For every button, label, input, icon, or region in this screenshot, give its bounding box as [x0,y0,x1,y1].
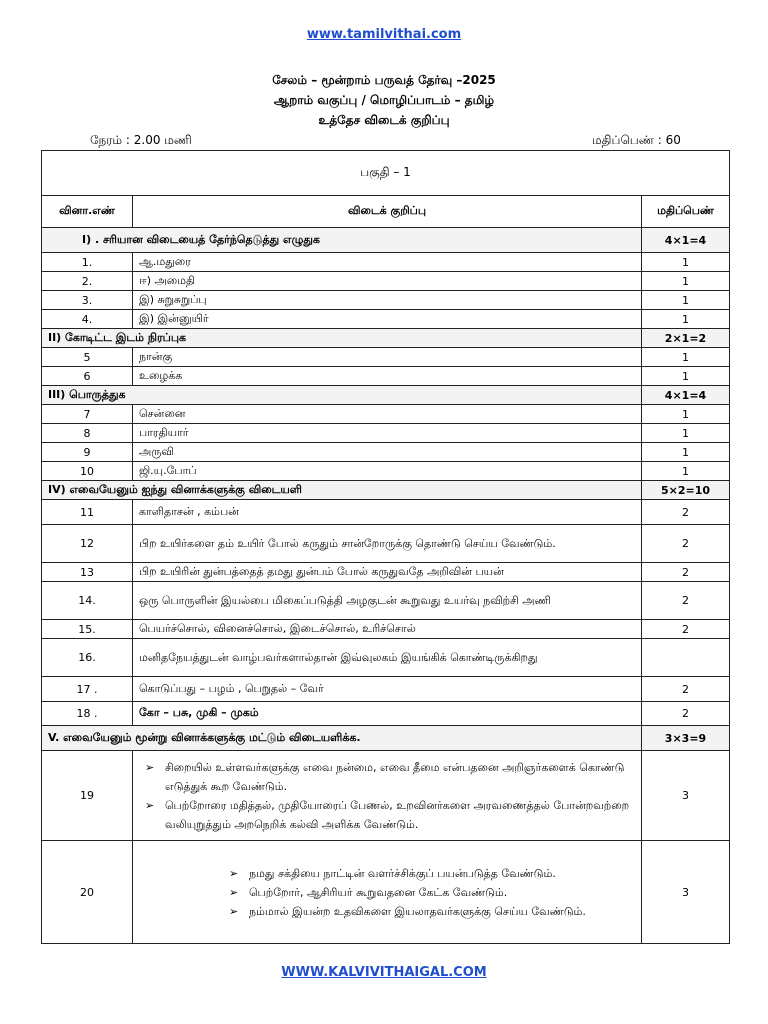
answer-marks: 1 [642,253,730,272]
answer-marks: 1 [642,291,730,310]
question-number: 15. [42,620,133,639]
answer-text: மனிதநேயத்துடன் வாழ்பவர்களால்தான் இவ்வுலகம் இயங்கிக் கொண்டிருக்கிறது [133,639,642,677]
answer-marks: 1 [642,272,730,291]
table-row [42,424,730,443]
table-row [42,563,730,582]
answer-text: இ) சுறுசுறுப்பு [133,291,642,310]
question-number: 11 [42,500,133,525]
answer-marks: 2 [642,563,730,582]
question-number: 14. [42,582,133,620]
answer-marks: 1 [642,424,730,443]
section-row [42,386,730,405]
exam-time: நேரம் : 2.00 மணி [90,133,192,147]
answer-text: பிற உயிர்களை தம் உயிர் போல் கருதும் சான்றோருக்கு தொண்டு செய்ய வேண்டும். [133,525,642,563]
answer-text: ஈ) அமைதி [133,272,642,291]
answer-point: ➢ சிறையில் உள்ளவர்களுக்கு எவை நன்மை, எவை தீமை என்பதனை அறிஞர்களைக் கொண்டு எடுத்துக் கூற வேண்டும். [165,758,635,796]
answer-marks [642,639,730,677]
question-number: 3. [42,291,133,310]
question-number: 7 [42,405,133,424]
table-row [42,500,730,525]
answer-marks: 2 [642,525,730,563]
site-link-top[interactable]: www.tamilvithai.com [306,27,462,42]
answer-marks: 2 [642,500,730,525]
question-number: 16. [42,639,133,677]
answer-point: ➢ நமது சக்தியை நாட்டின் வளர்ச்சிக்குப் பயன்படுத்த வேண்டும். [249,864,635,883]
table-row [42,253,730,272]
answer-point: ➢ பெற்றோரை மதித்தல், முதியோரைப் பேணல், உறவினர்களை அரவணைத்தல் போன்றவற்றை வலியுறுத்தும் அறநெறிக் கல்வி அளிக்க வேண்டும். [165,796,635,834]
section-marks: 5×2=10 [642,481,730,500]
answer-marks: 2 [642,620,730,639]
question-number: 19 [42,751,133,841]
section-row [42,726,730,751]
answer-marks: 2 [642,677,730,702]
section-marks: 3×3=9 [642,726,730,751]
answer-text: ஒரு பொருளின் இயல்பை மிகைப்படுத்தி அழகுடன் கூறுவது உயர்வு நவிற்சி அணி [133,582,642,620]
part-title: பகுதி – 1 [42,151,730,196]
table-row [42,462,730,481]
answer-text: அருவி [133,443,642,462]
answer-text: உழைக்க [133,367,642,386]
question-number: 4. [42,310,133,329]
table-row [42,702,730,726]
answer-text: நான்கு [133,348,642,367]
answer-text: ஆ.மதுரை [133,253,642,272]
col-header-answer: விடைக் குறிப்பு [133,196,642,228]
table-row [42,348,730,367]
section-row [42,228,730,253]
question-number: 2. [42,272,133,291]
section-marks: 4×1=4 [642,386,730,405]
part-title-row [42,151,730,196]
table-row [42,310,730,329]
exam-title: சேலம் – மூன்றாம் பருவத் தேர்வு –2025 [272,73,496,87]
site-link-bottom[interactable]: WWW.KALVIVITHAIGAL.COM [281,965,487,980]
column-header-row [42,196,730,228]
question-number: 10 [42,462,133,481]
total-marks: மதிப்பெண் : 60 [592,133,681,147]
answer-marks: 1 [642,462,730,481]
question-number: 17 . [42,677,133,702]
answer-key-title: உத்தேச விடைக் குறிப்பு [318,113,450,127]
table-row [42,620,730,639]
answer-text: பாரதியார் [133,424,642,443]
col-header-qno: வினா.எண் [42,196,133,228]
answer-text: ஜி.யு.போப் [133,462,642,481]
answer-text: பெயர்ச்சொல், வினைச்சொல், இடைச்சொல், உரிச்சொல் [133,620,642,639]
table-row [42,405,730,424]
question-number: 5 [42,348,133,367]
section-title: V. எவையேனும் மூன்று வினாக்களுக்கு மட்டும் விடையளிக்க. [42,726,642,751]
section-row [42,481,730,500]
question-number: 6 [42,367,133,386]
table-row [42,272,730,291]
section-title: IV) எவையேனும் ஐந்து வினாக்களுக்கு விடையளி [42,481,642,500]
table-row [42,582,730,620]
section-row [42,329,730,348]
table-row [42,639,730,677]
answer-marks: 1 [642,310,730,329]
answer-point: ➢ பெற்றோர், ஆசிரியர் கூறுவதனை கேட்க வேண்டும். [249,883,635,902]
section-title: III) பொருத்துக [42,386,642,405]
class-subject: ஆறாம் வகுப்பு / மொழிப்பாடம் – தமிழ் [273,93,495,107]
answer-text: இ) இன்னுயிர் [133,310,642,329]
answer-text: கோ – பசு, முகி – முகம் [133,702,642,726]
answer-points [133,841,642,944]
answer-points [133,751,642,841]
table-row [42,751,730,841]
table-row [42,367,730,386]
table-row [42,291,730,310]
answer-marks: 1 [642,367,730,386]
question-number: 1. [42,253,133,272]
table-row [42,677,730,702]
answer-marks: 3 [642,751,730,841]
question-number: 8 [42,424,133,443]
question-number: 9 [42,443,133,462]
section-marks: 2×1=2 [642,329,730,348]
question-number: 12 [42,525,133,563]
col-header-marks: மதிப்பெண் [642,196,730,228]
answer-text: காளிதாசன் , கம்பன் [133,500,642,525]
answer-point: ➢ நம்மால் இயன்ற உதவிகளை இயலாதவர்களுக்கு செய்ய வேண்டும். [249,902,635,921]
section-marks: 4×1=4 [642,228,730,253]
answer-marks: 1 [642,405,730,424]
question-number: 13 [42,563,133,582]
section-title: I) . சரியான விடையைத் தேர்ந்தெடுத்து எழுதுக [42,228,642,253]
answer-text: பிற உயிரின் துன்பத்தைத் தமது துன்பம் போல் கருதுவதே அறிவின் பயன் [133,563,642,582]
answer-marks: 1 [642,443,730,462]
answer-text: சென்னை [133,405,642,424]
table-row [42,841,730,944]
answer-marks: 3 [642,841,730,944]
answer-marks: 2 [642,702,730,726]
table-row [42,525,730,563]
answer-marks: 1 [642,348,730,367]
question-number: 20 [42,841,133,944]
answer-marks: 2 [642,582,730,620]
table-row [42,443,730,462]
section-title: II) கோடிட்ட இடம் நிரப்புக [42,329,642,348]
question-number: 18 . [42,702,133,726]
answer-text: கொடுப்பது – பழம் , பெறுதல் – வேர் [133,677,642,702]
answer-key-table [41,150,730,944]
